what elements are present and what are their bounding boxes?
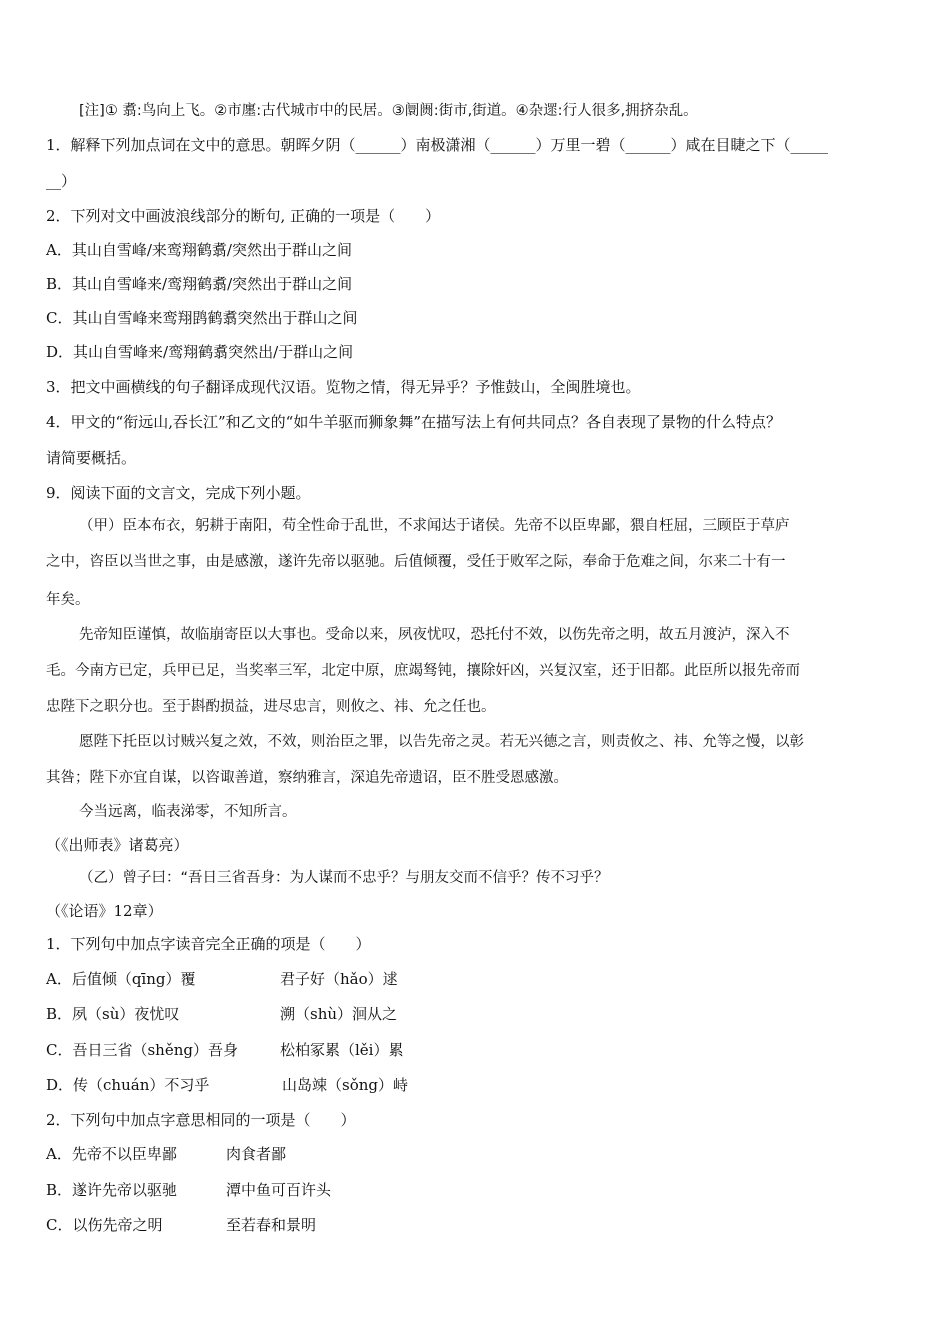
option-b-right: 潭中鱼可百许头 [226,1181,332,1199]
option-b-right: 溯（shù）洄从之 [280,1005,398,1023]
option-c: C．其山自雪峰来鸾翔鹍鹤翥突然出于群山之间 [46,309,358,327]
option-a-left: A．先帝不以臣卑鄙 [46,1145,177,1163]
passage-jia-p2-line: 忠陛下之职分也。至于斟酌损益，进尽忠言，则攸之、祎、允之任也。 [46,699,496,715]
passage-yi: （乙）曾子曰：“吾日三省吾身：为人谋而不忠乎？与朋友交而不信乎？传不习乎？ [79,870,609,886]
option-d-right: 山岛竦（sǒng）峙 [282,1076,408,1094]
option-b-left: B．夙（sù）夜忧叹 [46,1005,180,1023]
passage-jia-p1-line: 年矣。 [46,592,90,608]
question-9-1: 1．下列句中加点字读音完全正确的项是（ ） [46,935,371,953]
passage-jia-p3-line: 愿陛下托臣以讨贼兴复之效，不效，则治臣之罪，以告先帝之灵。若无兴德之言，则责攸之、祎、允等之慢，以彰 [79,734,804,750]
option-c-right: 至若春和景明 [226,1216,317,1234]
option-c-right: 松柏冢累（lěi）累 [280,1041,404,1059]
passage-jia-p2-line: 毛。今南方已定，兵甲已足，当奖率三军，北定中原，庶竭驽钝，攘除奸凶，兴复汉室，还于旧都。此臣所以报先帝而 [46,663,800,679]
option-a-left: A．后值倾（qīng）覆 [46,970,196,988]
passage-jia-p3-line: 其咎；陛下亦宜自谋，以咨诹善道，察纳雅言，深追先帝遗诏，臣不胜受恩感激。 [46,770,568,786]
source-jia: （《出师表》诸葛亮） [46,836,189,854]
question-8-2: 2．下列对文中画波浪线部分的断句, 正确的一项是（ ） [46,207,441,225]
option-c-left: C．吾日三省（shěng）吾身 [46,1041,238,1059]
option-a: A．其山自雪峰/来鸾翔鹤翥/突然出于群山之间 [46,241,352,259]
option-c-left: C．以伤先帝之明 [46,1216,163,1234]
option-a-right: 肉食者鄙 [226,1145,287,1163]
option-b: B．其山自雪峰来/鸾翔鹤翥/突然出于群山之间 [46,275,353,293]
option-a-right: 君子好（hǎo）逑 [280,970,398,988]
option-d: D．其山自雪峰来/鸾翔鹤翥突然出/于群山之间 [46,343,354,361]
passage-jia-p4: 今当远离，临表涕零，不知所言。 [79,804,297,820]
question-8-3: 3．把文中画横线的句子翻译成现代汉语。览物之情，得无异乎？予惟鼓山，全闽胜境也。 [46,378,641,396]
question-9-title: 9．阅读下面的文言文，完成下列小题。 [46,484,311,502]
question-8-4-line2: 请简要概括。 [46,449,137,467]
question-8-1-line1: 1．解释下列加点词在文中的意思。朝晖夕阴（______）南极潇湘（______）万里一碧（______）咸在目睫之下（_____ [46,136,829,154]
question-9-2: 2．下列句中加点字意思相同的一项是（ ） [46,1111,356,1129]
option-b-left: B．遂许先帝以驱驰 [46,1181,178,1199]
question-8-1-line2: __） [46,172,77,190]
passage-jia-p1-line: 之中，咨臣以当世之事，由是感激，遂许先帝以驱驰。后值倾覆，受任于败军之际，奉命于危难之间，尔来二十有一 [46,554,786,570]
annotation-note: [注]① 翥:鸟向上飞。②市廛:古代城市中的民居。③阛阓:街市,街道。④杂遝:行人很多,拥挤杂乱。 [79,103,698,119]
passage-jia-p2-line: 先帝知臣谨慎，故临崩寄臣以大事也。受命以来，夙夜忧叹，恐托付不效，以伤先帝之明，故五月渡泸，深入不 [79,627,790,643]
option-d-left: D．传（chuán）不习乎 [46,1076,210,1094]
source-yi: （《论语》12章） [46,902,163,920]
question-8-4-line1: 4．甲文的“衔远山,吞长江”和乙文的“如牛羊驱而狮象舞”在描写法上有何共同点？各自表现了景物的什么特点？ [46,413,781,431]
passage-jia-p1-line: （甲）臣本布衣，躬耕于南阳，苟全性命于乱世，不求闻达于诸侯。先帝不以臣卑鄙，猥自枉屈，三顾臣于草庐 [79,518,790,534]
